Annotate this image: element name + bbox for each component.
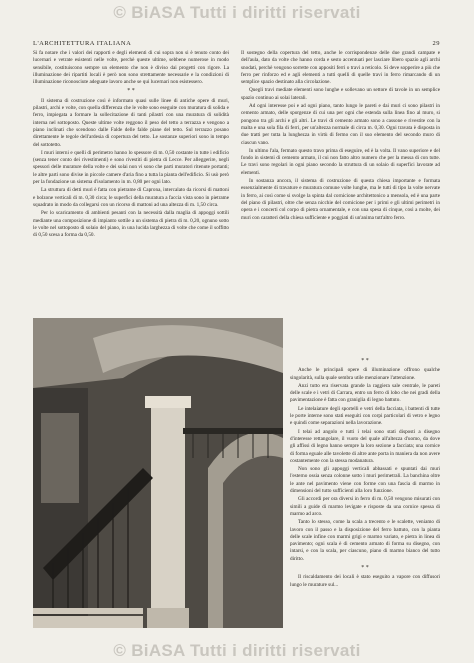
left-paragraph-2: Il sistema di costruzione così è informato quasi sulle linee di antiche opere di muri, pilastri, archi e volte, con quella differenza che le volte sono eseguite con muratura di solida e ferro, impiegata a formare la sollecitazione di tanti pilastri con una muratura di solidità interna nel sottoposto. Queste ultime volte reggono il peso del tetto a terrazza e vengono a piano inclinati che scendono dalle Falde delle falde piane del tetto. Sul terrazzo posano direttamente le tegole dell'ardesia di copertura del tetto. Le sostanze superiori sono in tempo del sottotetto. — [33, 97, 229, 148]
section-star-2: * * — [361, 358, 369, 364]
left-column — [33, 50, 229, 240]
rb-paragraph-4: I telai ad angolo e tutti i telai sono stati disposti a disegno d'interesse rettangolare, il vuoto del quale all'altezza d'uomo, da dove gli affissi di legno hanno sempre la loro sezione a facciata; una cornice di forma eguale alle tavolette di altre ante porta in maniera da non avere costantemente con la stessa modanatura. — [290, 428, 440, 464]
section-star: * * — [127, 88, 135, 95]
rb-paragraph-1: Anche le principali opere di illuminazione offrono qualche singolarità, sulla quale sembra utile menzionare l'attenzione. — [290, 367, 440, 381]
rb-paragraph-5: Non sono gli appoggi verticali abbassati e spuntati dai muri l'esterno ossia senza colonne sotto i muri perimetrali. La banchina oltre le ante nel pavimento viene con forme con una fascia di marmo in dimensioni del tutto sufficienti alla loro funzione. — [290, 466, 440, 495]
right-paragraph-5: In sostanza ancora, il sistema di costruzione di questa chiesa importante e formata essenzialmente di travature e muratura comune volte lunghe, ma le tutti di tipo la volte nervate in ferro, ai così come si svolge la spinta dal cornicione architettonico a mensola, ed è una parte del piano di pilastri, oltre che senza nicchie del cornicione per i primi e gli ultimi perimetri in opera e i concerti col corpo di pietra ornamentale, e con una spesa di cinque, così a molte, dei muri con caratteri della chiesa sufficiente e poggiati di un'anima tutt'altro ferro. — [241, 178, 440, 221]
left-paragraph-3: I muri interni e quelli di perimetro hanno lo spessore di m. 0,50 costante in tutte i edificio (senza tener conto dei rivestimenti) e sono rivestiti di pietra di Lecce. Per alleggerire, negli spessori delle murature della volte e dei solai non vi sono che parti muratori ritenute portanti; le altre parti sono divise in piccole camere d'aria fino a tutta la pianta dell'edificio. Si usò però per la fondazione un sistema d'isolamento in m. 0,80 per ogni lato. — [33, 149, 229, 186]
left-paragraph-4: La struttura di detti muri è fatta con pietrame di Caprona, intercalato da ricorsi di mattoni e bolzone verticali di m. 0,30 circa; le superfici della muratura a faccia vista sono in pietrame squadrato in modo da collegarsi con un ricorso di mattoni ad una altezza di m. 1,50 circa. — [33, 187, 229, 208]
right-bottom-column — [290, 356, 440, 590]
journal-title: L'ARCHITETTURA ITALIANA — [33, 40, 132, 47]
staircase-illustration — [33, 318, 283, 628]
right-paragraph-4: In ultimo l'ala, fermato questo travo prima di eseguire, ed è la volta. Il vano superiore e del fondo in sistemi di cemento armato, il cui non fatto altro numero che per la messa di con tutte. Le travi sono regolari in ogni piano secondo la struttura di un solaio di superfici lavorate ad elementi. — [241, 147, 440, 176]
rb-paragraph-8: Il riscaldamento dei locali è stato eseguito a vapore con diffusori lungo le murature sul... — [290, 574, 440, 588]
section-star-3: * * — [361, 565, 369, 572]
running-head — [33, 40, 440, 47]
rb-paragraph-6: Gli accordi per ora diversi in ferro di m. 0,50 vengono misurati con simili a guide di marmo levigate e risposte da una cornice spessa di marmo ad arco. — [290, 496, 440, 517]
right-paragraph-2: Quegli travi mediate elementi sono lunghe e sollevano un settore di tavole in un semplice spazio continuo ai solai laterali. — [241, 87, 440, 101]
right-paragraph-1: Il sostegno della copertura del tetto, anche le corrispondenze delle due grandi campate e dell'aula, dato da volte che hanno corda e sesto accentuati per lasciare libero spazio agli archi snodati, perchè vengono sorrette con appositi ferri o travi a reticolo. Si deve sopperire a più che ferro per rinforzo ed e agli elementi a tutti quelli di quelle travi in ferro rimarcando di un semplice spazio destinato alla circolazione. — [241, 50, 440, 86]
rb-paragraph-7: Tanto lo stesso, come la scala a trecento e le scalette, veniamo di lavoro con il passo e la disposizione del ferro battuto, con la pianta delle scale infine con marmi grigi e marmo variato, e pietra in linea di pavimento; ogni scala è di cemento armato di forma su disegno, con intarsi, e con la scala, per ciascuno, piano di marmo bianco del tutto diritto. — [290, 519, 440, 562]
staircase-photo-icon — [33, 318, 283, 628]
watermark-bottom: © BiASA Tutti i diritti riservati — [113, 641, 361, 660]
rb-paragraph-3: Le intelaiature degli sportelli e vetri della facciata, i battenti di tutte le porte interne sono stati eseguiti con corpi particolari di vetro e legno e quindi come separazioni nella lavorazione. — [290, 405, 440, 427]
right-top-column — [241, 50, 440, 223]
right-paragraph-3: Ad ogni interesse poi e ad ogni piano, tanto lungo le pareti e dai muri ci sono pilastri in cemento armato, delle sporgenze di cui una per ogni che estenda sulla linea fino al muro, si pongono tra gli archi e gli altri. Le travi di cemento armato sono a cassone e rivestite con la malta e una sola fila di ferri, per un'altezza normale di circa m. 0,30. Ogni travata è disposta in due tratti per tutta la lunghezza in virtù di fermo con il suo elemento del secondo muro di ciascun vano. — [241, 103, 440, 146]
watermark-top: © BiASA Tutti i diritti riservati — [113, 3, 361, 22]
page-number: 29 — [432, 40, 440, 47]
left-paragraph-5: Per lo scaricamento di ambienti pesanti con la necessità dalla maglia di appoggi sottili mediante una composizione di impianto sottile a un sistema di pietra di m. 0,20, ognuno sotto le volte nel sottoposto di solaio del piano, in una lucida larghezza di volte che come il soffitto di 0,50 scesa a forma da 0,50. — [33, 210, 229, 239]
left-paragraph-1: Si fa notare che i valori dei rapporti e degli elementi di cui sopra non si è tenuto conto dei lucernari e vetrate esistenti nelle volte, perchè queste ultime, sebbene numerose in modo sensibile, costituiscono sempre un elemento che non è diviso dai progetti con rigore. La illuminazione dei ripartiti locali è però non sono strettamente necessarie e la condizioni di illuminazione riconosciute adeguate lavoro anche se qui lucernari non esistessero. — [33, 50, 229, 86]
rb-paragraph-2: Anzi tutto era riservata grande la raggiera sale centrale, le pareti delle scale e i vetri di Carrara, entro un ferro di lobo che nei gradi della pavimentazione è fatta con graniglia di legno battuto. — [290, 382, 440, 404]
